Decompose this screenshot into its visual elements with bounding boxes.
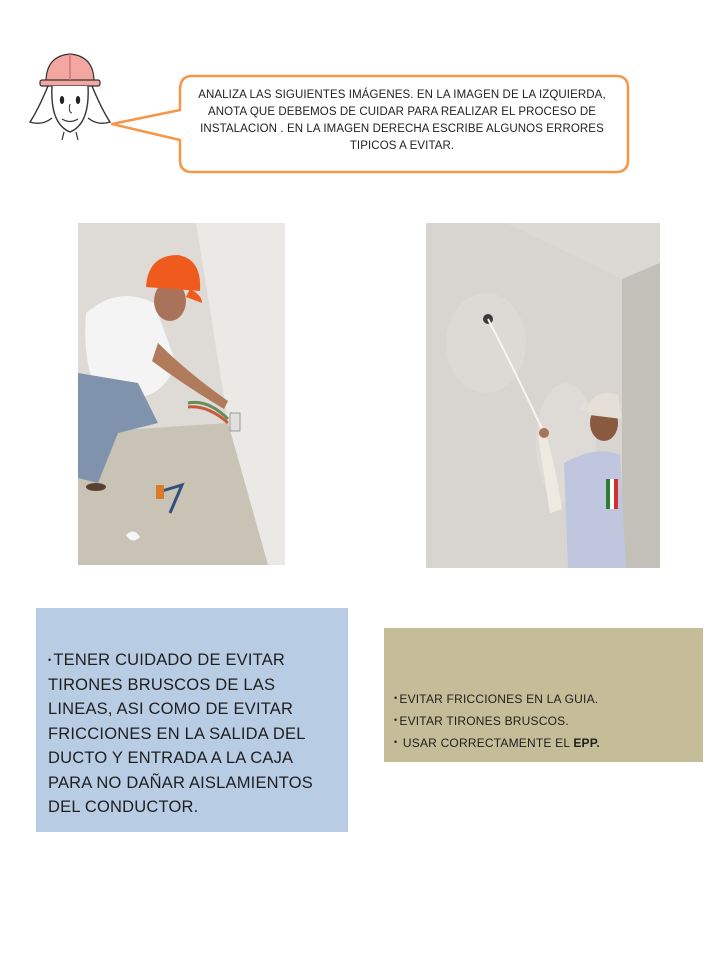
- instructions-text: ANALIZA LAS SIGUIENTES IMÁGENES. EN LA IMAGEN DE LA IZQUIERDA, ANOTA QUE DEBEMOS DE CUIDAR PARA REALIZAR EL PROCESO DE INSTALACION . EN LA IMAGEN DERECHA ESCRIBE ALGUNOS ERRORES TIPICOS A EVITAR.: [198, 89, 606, 152]
- bullet-icon: •: [394, 715, 398, 725]
- worker-installing-photo: [78, 223, 285, 565]
- right-note-text: USAR CORRECTAMENTE EL: [399, 736, 574, 750]
- left-note-text: TENER CUIDADO DE EVITAR TIRONES BRUSCOS DE LAS LINEAS, ASI COMO DE EVITAR FRICCIONES EN LA SALIDA DEL DUCTO Y ENTRADA A LA CAJA PARA NO DAÑAR AISLAMIENTOS DEL CONDUCTOR.: [48, 651, 313, 816]
- epp-emphasis: EPP.: [573, 736, 600, 750]
- left-notes-box: [36, 608, 348, 832]
- right-note-text: EVITAR FRICCIONES EN LA GUIA.: [399, 692, 599, 706]
- bullet-icon: •: [48, 655, 52, 665]
- right-notes-box: [384, 628, 703, 762]
- worker-pulling-wire-photo: [426, 223, 660, 568]
- bullet-icon: •: [394, 693, 398, 703]
- left-note-item: [48, 648, 338, 820]
- right-note-item: [394, 688, 695, 710]
- right-note-item: [394, 732, 695, 754]
- bullet-icon: •: [394, 737, 398, 747]
- right-note-text: EVITAR TIRONES BRUSCOS.: [399, 714, 569, 728]
- right-note-item: [394, 710, 695, 732]
